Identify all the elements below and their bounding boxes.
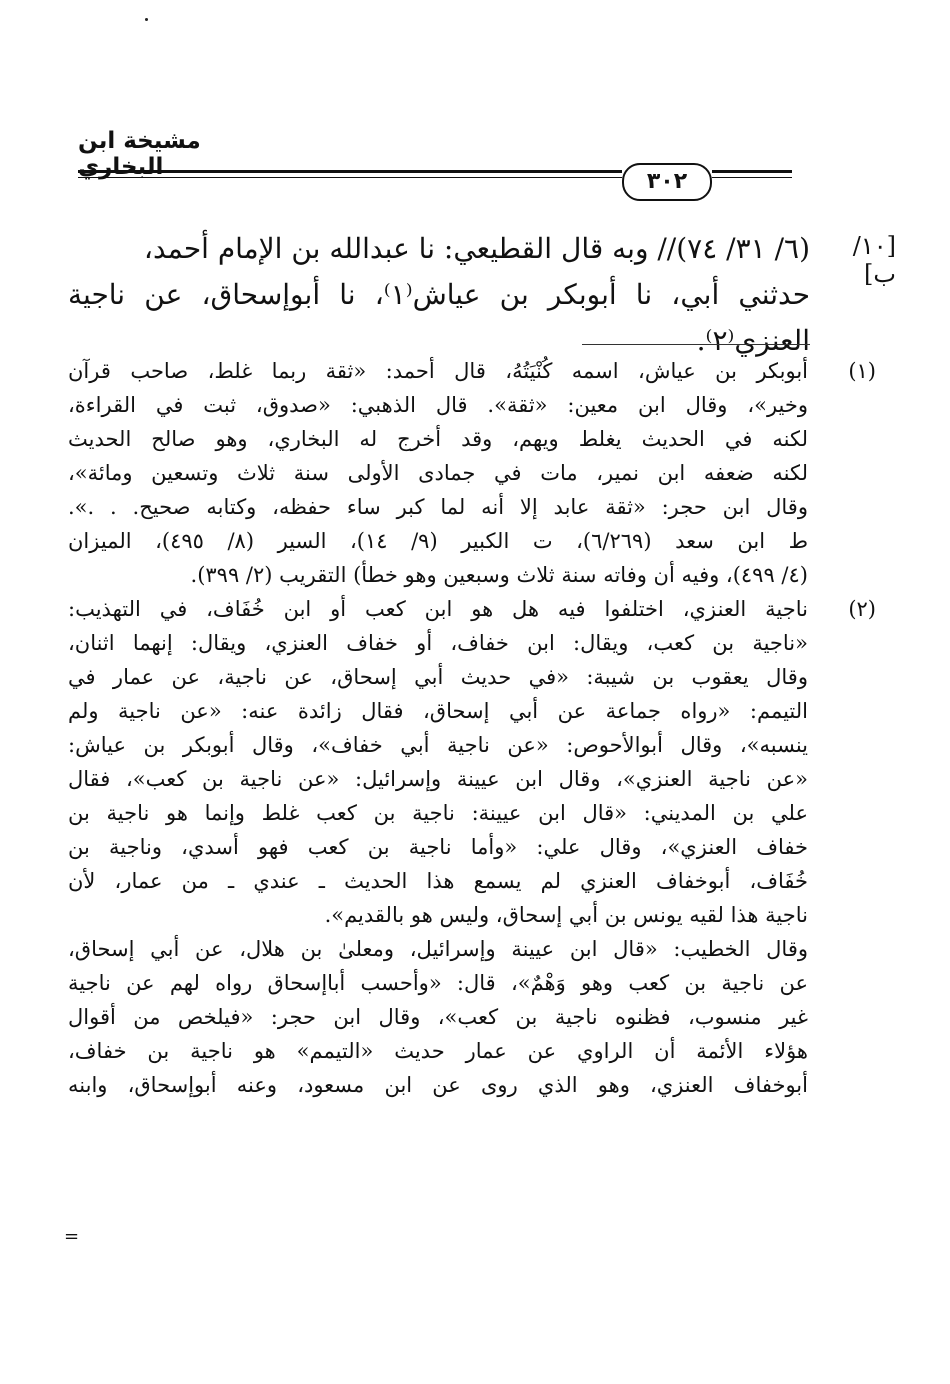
footnote-line: علي بن المديني: «قال ابن عيينة: ناجية بن كعب غلط وإنما هو ناجية بن bbox=[68, 801, 808, 825]
footnote-1 bbox=[68, 354, 876, 592]
footnote-line: ينسبه»، وقال أبوالأحوص: «عن ناجية أبي خفاف»، وقال أبوبكر بن عياش: bbox=[68, 733, 808, 757]
footnote-line: ناجية هذا لقيه يونس بن أبي إسحاق، وليس هو بالقديم». bbox=[324, 903, 808, 927]
footnote-line: خفاف العنزي»، وقال علي: «وأما ناجية بن كعب فهو أسدي، وناجية بن bbox=[68, 835, 808, 859]
footnote-line: ناجية العنزي، اختلفوا فيه هل هو ابن كعب أو ابن خُفَاف، في التهذيب: bbox=[68, 597, 808, 621]
header-rule-left-thin bbox=[78, 177, 622, 178]
page-speck bbox=[145, 18, 148, 21]
footnote-line: أبوخفاف العنزي، وهو الذي روى عن ابن مسعود، وعنه أبوإسحاق، وابنه bbox=[68, 1073, 808, 1097]
footnote-separator bbox=[582, 344, 810, 345]
footnote-line: أبوبكر بن عياش، اسمه كُنْيَتُهُ، قال أحمد: «ثقة ربما غلط، صاحب قرآن bbox=[68, 359, 808, 383]
footnote-2 bbox=[68, 592, 876, 1102]
header-rule-right-thin bbox=[712, 177, 792, 178]
footnote-line: غير منسوب، فظنوه ناجية بن كعب»، وقال ابن حجر: «فيلخص من أقوال bbox=[68, 1005, 808, 1029]
running-header-title: مشيخة ابن البخاري bbox=[78, 128, 201, 180]
footnote-number: (٢) bbox=[848, 597, 876, 621]
main-text-line: حدثني أبي، نا أبوبكر بن عياش⁽١⁾، نا أبوإسحاق، عن ناجية العنزي⁽٢⁾. bbox=[68, 278, 810, 357]
footnote-line: وقال الخطيب: «قال ابن عيينة وإسرائيل، ومعلىٰ بن هلال، عن أبي إسحاق، bbox=[68, 937, 808, 961]
footnote-line: وخير»، وقال ابن معين: «ثقة». قال الذهبي: «صدوق، ثبت في القراءة، bbox=[68, 393, 808, 417]
footnote-line: ط ابن سعد (٦/٢٦٩)، ت الكبير (٩/ ١٤)، السير (٨/ ٤٩٥)، الميزان bbox=[68, 529, 808, 553]
footnotes bbox=[68, 354, 876, 1102]
footnote-line: التيمم: «رواه جماعة عن أبي إسحاق، فقال زائدة عنه: «عن ناجية ولم bbox=[68, 699, 808, 723]
footnote-line: «عن ناجية العنزي»، وقال ابن عيينة وإسرائيل: «عن ناجية بن كعب»، فقال bbox=[68, 767, 808, 791]
footnote-line: لكنه ضعفه ابن نمير، مات في جمادى الأولى سنة ثلاث وتسعين ومائة»، bbox=[68, 461, 808, 485]
header-rule-right bbox=[712, 170, 792, 173]
continuation-mark: = bbox=[64, 1226, 80, 1247]
page-number: ٣٠٢ bbox=[622, 163, 712, 201]
footnote-line: (٤/ ٤٩٩)، وفيه أن وفاته سنة ثلاث وسبعين وهو خطأ) التقريب (٢/ ٣٩٩). bbox=[190, 563, 808, 587]
footnote-line: «ناجية بن كعب، ويقال: ابن خفاف، أو خفاف العنزي، ويقال: إنهما اثنان، bbox=[68, 631, 808, 655]
main-text-line: (٦/ ٣١/ ٧٤)// وبه قال القطيعي: نا عبدالله بن الإمام أحمد، bbox=[143, 232, 810, 265]
footnote-line: لكنه في الحديث يغلط ويهم، وقد أخرج له البخاري، وهو صالح الحديث bbox=[68, 427, 808, 451]
footnote-number: (١) bbox=[848, 359, 876, 383]
footnote-line: هؤلاء الأئمة أن الراوي عن عمار حديث «التيمم» هو ناجية بن خفاف، bbox=[68, 1039, 808, 1063]
footnote-line: خُفَاف، أبوخفاف العنزي لم يسمع هذا الحديث ـ عندي ـ من عمار، لأن bbox=[68, 869, 808, 893]
manuscript-folio-reference: [١٠/ب] bbox=[852, 232, 896, 288]
footnote-line: عن ناجية بن كعب وهو وَهْمٌ»، قال: «وأحسب أباإسحاق رواه لهم عن ناجية bbox=[68, 971, 808, 995]
header-rule-left bbox=[78, 170, 622, 173]
footnote-line: وقال ابن حجر: «ثقة عابد إلا أنه لما كبر ساء حفظه، وكتابه صحيح. . .». bbox=[68, 495, 808, 519]
footnote-line: وقال يعقوب بن شيبة: «في حديث أبي إسحاق، عن ناجية، عن عمار في bbox=[68, 665, 808, 689]
